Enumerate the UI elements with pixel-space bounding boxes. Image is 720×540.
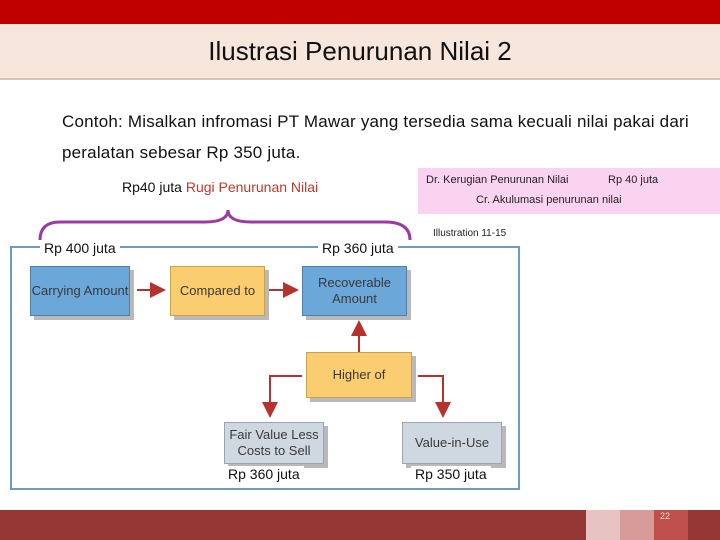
slide-title: Ilustrasi Penurunan Nilai 2	[208, 36, 512, 66]
fair-value-label: Rp 360 juta	[224, 466, 304, 482]
recoverable-value-label: Rp 360 juta	[318, 240, 398, 256]
recoverable-amount-box: Recoverable Amount	[302, 266, 407, 316]
higher-of-box: Higher of	[306, 352, 412, 398]
intro-text: Contoh: Misalkan infromasi PT Mawar yang tersedia sama kecuali nilai pakai dari peralatan sebesar Rp 350 juta.	[62, 112, 689, 162]
page-number: 22	[660, 511, 671, 521]
footer-square-deep	[688, 510, 720, 540]
loss-description: Rugi Penurunan Nilai	[185, 179, 319, 195]
connector-higher-left	[270, 376, 302, 416]
journal-credit: Cr. Akulumasi penurunan nilai	[476, 194, 622, 206]
carrying-value-label: Rp 400 juta	[40, 240, 120, 256]
compared-to-box: Compared to	[170, 266, 265, 316]
connector-higher-right	[418, 376, 443, 416]
illustration-label: Illustration 11-15	[433, 228, 507, 239]
value-in-use-box: Value-in-Use	[402, 422, 502, 464]
journal-amount: Rp 40 juta	[608, 174, 659, 186]
footer-square-light	[586, 510, 620, 540]
fair-value-box: Fair Value Less Costs to Sell	[224, 422, 324, 464]
journal-debit: Dr. Kerugian Penurunan Nilai	[426, 174, 569, 186]
footer-square-mid	[620, 510, 654, 540]
carrying-amount-box: Carrying Amount	[30, 266, 130, 316]
loss-amount: Rp40 juta	[122, 179, 186, 195]
brace	[40, 210, 410, 240]
value-in-use-label: Rp 350 juta	[411, 466, 491, 482]
